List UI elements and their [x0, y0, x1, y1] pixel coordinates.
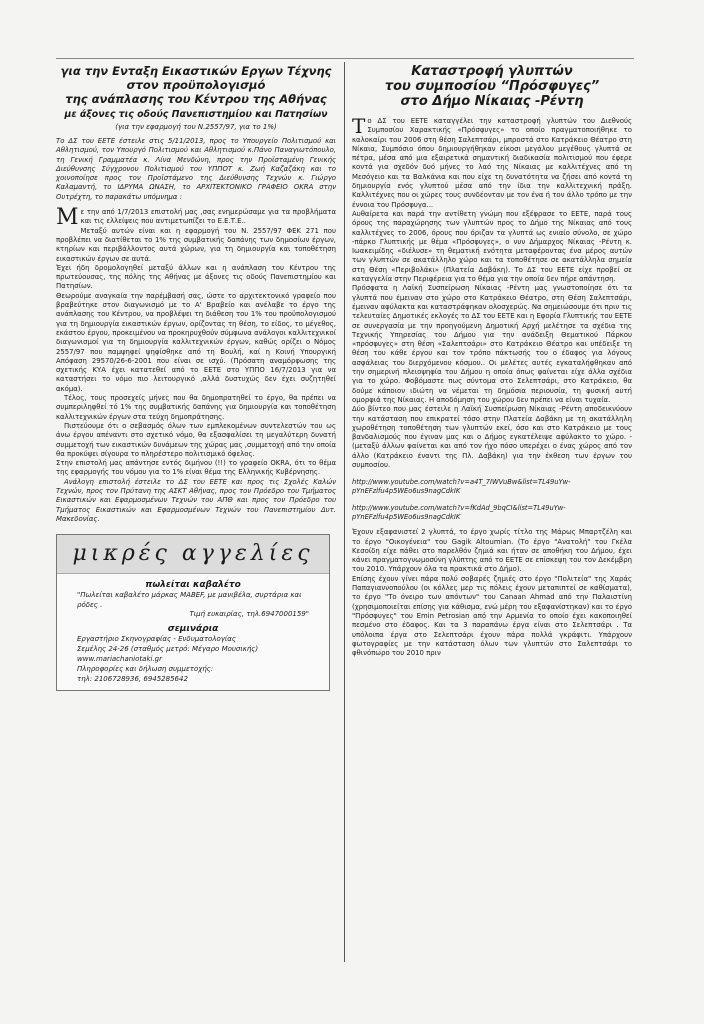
right-paragraph-5: Έχουν εξαφανιστεί 2 γλυπτά, το έργο χωρίς τίτλο της Μάρως Μπαρτζέλη και το έργο "Οικογένεια" του Gagik Altoumian. (Το έργο "Ανατολή" του Γκέλα Κεσοίδη είχε πάθει στο παρελθόν ζημιά και ήταν σε αποθήκη του Δήμου, έχει κάνει πραγματογνωμοσύνη γλύπτης από το ΕΕΤΕ σε επίσκεψη του τον Δεκέμβρη του 2010. Υπάρχουν όλα τα πρακτικά στο Δήμο).: [352, 528, 632, 574]
ad-1-body: "Πωλείται καβαλέτο μάρκας MABEF, με μανιβέλα, συρτάρια και ρόδες .: [77, 591, 302, 610]
left-note: (για την εφαρμογή του Ν.2557/97, για το 1%): [115, 123, 277, 131]
top-rule: [56, 58, 634, 59]
ad-2-phone: τηλ: 2106728936, 6945285642: [77, 675, 188, 684]
left-headline-line-3: της ανάπλασης του Κέντρου της Αθήνας: [65, 92, 327, 106]
right-paragraph-4: Δύο βίντεο που μας έστειλε η Λαϊκή Συσπείρωση Νίκαιας -Ρέντη αποδεικνύουν την κατάσταση που επικρατεί τόσο στην Πλατεία Δαβάκη με τη ακατάλληλη χωροθέτηση τοποθέτηση των γλυπτών εκεί, όσο και στο Κατράκειο με τους βανδαλισμούς που έγιναν μας και ο Δήμος εγκατέλειψε αφύλακτο το χώρο. -(μεταξύ άλλων φαίνεται και από τον ήχο πόσο υπερέχει ο ένας χώρος από τον άλλο (Κατράκειο έναντι της Πλ. Δαβάκη) για την έκθεση των έργων του συμποσίου.: [352, 405, 632, 469]
classifieds-box: [56, 534, 330, 691]
left-column: [56, 64, 336, 691]
left-paragraph-4: Θεωρούμε αναγκαία την παρέμβασή σας, ώστε το αρχιτεκτονικό γραφείο που βραβεύτηκε στον διαγωνισμό με το Α' Βραβείο και ανέλαβε το έργο της ανάπλασης του Κέντρου, να προβλέψει τη διάθεση του 1% του προϋπολογισμού για τη δημιουργία εικαστικών έργων, ορίζοντας τη θέση, το είδος, το μέγεθος, εκάστου έργου, προκειμένου να προκηρυχθούν σύμφωνα ανάλογοι καλλιτεχνικοί διαγωνισμοί για τη δημιουργία καλλιτεχνικών έργων, καθώς ορίζει ο Νόμος 2557/97 που παμψηφεί ψηφίσθηκε από τη Βουλή, καί η Κοινή Υπουργική Απόφαση 29570/26-6-2001 που είναι σε ισχύ. (Πρόσατη αναμόρφωσης της σχετικής ΚΥΑ έχει κατατεθεί από το ΕΕΤΕ στο ΥΠΠΟ 16/7/2013 για να καταστήσει το νόμο πιο λειτουργικό ,αλλά δυστυχώς δεν έχει συζητηθεί ακόμα).: [56, 291, 336, 393]
ad-2-website-link[interactable]: www.mariachaniotaki.gr: [77, 655, 162, 664]
right-paragraph-3: Πρόσφατα η Λαϊκή Συσπείρωση Νίκαιας -Ρέντη μας γνωστοποίησε ότι τα γλυπτά που έμειναν στο χώρο στο Κατράκειο Θέατρο, στη Θέση Σαλεπτσάρι, έμειναν αφύλακτα και καταστράφηκαν ολοσχερώς. Να σημειώσουμε ότι πριν τις τελευταίες Δημοτικές εκλογές το ΔΣ του ΕΕΤΕ και η Εφορία Γλυπτικής του ΕΕΤΕ σε συνεργασία με την προηγούμενη Δημοτική Αρχή μελέτησε τα σχέδια της Τεχνικής Υπηρεσίας του Δήμου για την ανάδειξη Θεματικού Πάρκου «πρόσφυγες» στη θέση «Σαλεπτσάρι» στο Κατράκειο Θέατρο και υπέδειξε τη θέση του κάθε έργου και τον τρόπο πάκτωσής του ο έδαφος για λόγους ασφάλειας του διερχόμενου κόσμου.. Οι μελέτες αυτές εγκαταλήφθηκαν από την σημερινή πλειοψηφία του Δήμου η οποία όπως φαίνεται είχε άλλα σχέδια για το χώρο. Φοβόμαστε πως σύντομα στο Σελεπτσάρι, στο Κατράκειο, θα δούμε κάποιον ιδιώτη να νέμεται τη δημόσια περιουσία, τη φυσική αυτή ομορφιά της Νίκαιας. Η αποδόμηση του χώρου δεν πρέπει να είναι τυχαία.: [352, 284, 632, 404]
right-column: [352, 64, 632, 658]
right-paragraph-2: Αυθαίρετα και παρά την αντίθετη γνώμη που εξέφρασε το ΕΕΤΕ, παρά τους όρους της παραχώρησης των γλυπτών προς το Δήμο της Νίκαιας από τους καλλιτέχνες το 2006, όρους που όριζαν τα γλυπτά ως ενιαίο σύνολο, σε χώρο -πάρκο Γλυπτικής με θέμα «Πρόσφυγες», ο νυν Δήμαρχος Νίκαιας -Ρέντη κ. Ιωακειμίδης «διέλυσε» τη θεματική ενότητα μεταφέροντας ένα μέρος αυτών των γλυπτών σε ακατάλληλο χώρο και τα τοποθέτησε σε ακατάλληλα σημεία στη Θέση «Περιβολάκι» (Πλατεία Δαβάκη). Το ΔΣ του ΕΕΤΕ είχε προβεί σε καταγγελία στην Περιφέρεια για το θέμα για την οποία δεν πήρε απάντηση.: [352, 209, 632, 284]
classifieds-title: μικρές αγγελίες: [57, 535, 329, 574]
right-paragraph-6: Επίσης έχουν γίνει πάρα πολύ σοβαρές ζημιές στο έργο "Πολιτεία" της Χαράς Παπαγιαννοπούλου (οι κόλλες μερ τις πόλεις έχουν μεταπιπτεί σε καθίσματα), το έργο "Το όνειρο των απόντων" του Canaan Ahmad από την Παλαιστίνη (χρησιμοποιείται επίσης για κάθισμα, ενώ μέρη του εξαφανίστηκαν) και το έργο "Πρόσφυγες" του Emin Petrosian από την Αρμενία το οποίο έχει κακοποιηθεί πεσμένο στο έδαφος. Και τα 3 παραπάνω έργα είναι στο Σελεπτσάρι . Τα υπόλοιπα έργα στο Σελεπτσάρι έχουν πάρα πολλά γκράφιτι. Υπάρχουν φωτογραφίες με την κατάσταση όλων των γλυπτών στο Σαλεπτσάρι το φθινόπωρο του 2010 πριν: [352, 574, 632, 658]
left-headline-line-2: στον προϋπολογισμό: [126, 78, 266, 92]
right-paragraph-1: [352, 114, 632, 210]
left-paragraph-2: Μεταξύ αυτών είναι και η εφαρμογή του Ν. 2557/97 ΦΕΚ 271 που προβλέπει να διατίθεται το 1% της συμβατικής δαπάνης των δημοσίων έργων, κτηρίων και περιβάλλοντος αυτά χώρων, για τη δημιουργία και τοποθέτηση εικαστικών έργων σε αυτά.: [56, 226, 336, 263]
right-dropcap: Τ: [352, 114, 366, 138]
right-headline-line-2: του συμποσίου “Πρόσφυγες”: [384, 79, 600, 94]
left-headline-line-1: για την Ενταξη Εικαστικών Εργων Τέχνης: [60, 64, 332, 78]
right-headline: [352, 64, 632, 109]
ad-1-heading: πωλείται καβαλέτο: [145, 580, 241, 591]
ad-2-line-4: Πληροφορίες και δήλωση συμμετοχής:: [77, 665, 214, 674]
left-paragraph-8: Ανάλογη επιστολή έστειλε το ΔΣ του ΕΕΤΕ και προς τις Σχολές Καλών Τεχνών, προς τον Πρύτανη της ΑΣΚΤ Αθήνας, προς τον Πρόεδρο του Τμήματος Εικαστικών και Εφαρμοσμένων Τεχνών του ΑΠΘ και προς τον Πρόεδρο του Τμήματος Εικαστικών και Εφαρμοσμένων Τεχνών του Πανεπιστημίου Δυτ. Μακεδονίας.: [56, 477, 336, 523]
left-subhead: με άξονες τις οδούς Πανεπιστημίου και Πατησίων: [64, 109, 328, 120]
video-link-1[interactable]: http://www.youtube.com/watch?v=a4T_7IWVuBw&list=TL49uYw-pYnEFzlfu4p5WEo6us9nagCdkIK: [352, 478, 571, 496]
ad-1-price: Τιμή ευκαιρίας, τηλ.6947000159": [189, 610, 309, 619]
left-paragraph-7: Στην επιστολή μας απάντησε εντός διμήνου (!!) το γραφείο OKRA, ότι το θέμα της εφαρμογής του νόμου για το 1% είναι θέμα της Ελληνικής Κυβέρνησης.: [56, 459, 336, 477]
right-headline-line-1: Καταστροφή γλυπτών: [411, 64, 573, 79]
left-addressee: Το ΔΣ του ΕΕΤΕ έστειλε στις 5/11/2013, προς το Υπουργείο Πολιτισμού και Αθλητισμού, τον Υπουργό Πολιτισμού και Αθλητισμού κ.Πάνο Παναγιωτόπουλο, τη Γενική Γραμματέα κ. Λίνα Μενδώνη, προς την Προϊσταμένη Γενικής Διεύθυνσης Σύγχρονου Πολιτισμού του ΥΠΠΟΤ κ. Ζωή Καζαζάκη και το χοινοποίησε προς τον Προϊστάμενο της Διεύθυνσης Τεχνών κ. Γιώργο Καλαμαντή, το ΙΔΡΥΜΑ ΩΝΑΣΗ, το ΑΡΧΙΤΕΚΤΟΝΙΚΟ ΓΡΑΦΕΙΟ OKRA στην Ουτρέχτη, το παρακάτω υπόμνημα :: [56, 137, 336, 201]
left-headline: [56, 64, 336, 122]
right-p1-text: ο ΔΣ του ΕΕΤΕ καταγγέλει την καταστροφή γλυπτών του Διεθνούς Συμποσίου Χαρακτικής «Πρόσφυγες» το οποίο πραγματοποιήθηκε το καλοκαίρι του 2006 στη θέση Σαλεπτσάρι, μπροστά στο Κατράκειο Θέατρο στη Νίκαια, Συμπόσιο όπου δημιουργήθηκαν είκοσι μεγάλου μεγέθους γλυπτά σε πέτρα, μέσα από μια εξαιρετικά σημαντική διαδικασία πολιτισμού που έφερε κοντά για σχεδόν δυό μήνες το λαό της Νίκαιας με καλλιτέχνες από τη Μεσόγειο και τα Βαλκάνια και που είχε τη δυνατότητα να ζήσει από κοντά τη δημιουργία ενός γλυπτού μέσα από την ίδια την καλλιτεχνική πράξη. Καλλιτέχνες που οι χώρες τους συνδέονταν με τον ένα ή τον άλλο τρόπο με την έννοια του Πρόσφυγα...: [352, 117, 632, 209]
left-paragraph-3: Έχει ήδη δρομολογηθεί μεταξύ άλλων και η ανάπλαση του Κέντρου της πρωτεύουσας, της πόλης της Αθήνας με άξονες τις οδούς Πανεπιστημίου και Πατησίων.: [56, 263, 336, 291]
left-paragraph-6: Πιστεύουμε ότι ο σεβασμός όλων των εμπλεκομένων συντελεστών του ως άνω έργου απέναντι στο σχετικό νόμο, θα εξασφαλίσει τη μεγαλύτερη δυνατή συμμετοχή των εικαστικών δυνάμεων της χώρας μας ,συμμετοχή από την οποία θα προκύψει σίγουρα το πληρέστερο πολιτισμικό όφελος.: [56, 421, 336, 458]
ad-2-heading: σεμινάρια: [167, 624, 219, 635]
left-paragraph-1: [56, 205, 336, 231]
right-headline-line-3: στο Δήμο Νίκαιας -Ρέντη: [400, 94, 584, 109]
left-p1-text: ε την από 1/7/2013 επιστολή μας ,σας ενημερώσαμε για τα προβλήματα και τις ελλείψεις που αντιμετωπίζει το Ε.Ε.Τ.Ε..: [80, 208, 336, 226]
left-dropcap: Μ: [56, 205, 79, 231]
video-link-2[interactable]: http://www.youtube.com/watch?v=fKdAd_9bqCI&list=TL49uYw-pYnEFzlfu4p5WEo6us9nagCdkIK: [352, 504, 566, 522]
ad-2-line-1: Εργαστήριο Σκηνογραφίας - Ενδυματολογίας: [77, 635, 236, 644]
ad-2-line-2: Σεμέλης 24-26 (σταθμός μετρό: Μέγαρο Μουσικής): [77, 645, 259, 654]
left-paragraph-5: Τέλος, τους προσεχείς μήνες που θα δημοπρατηθεί το έργο, θα πρέπει να συμπεριληφθεί τό 1% της συμβατικής δαπάνης για δημιουργία και τοποθέτηση καλλιτεχνικών έργων στα τεύχη δημοπράτησης.: [56, 394, 336, 421]
column-divider: [344, 62, 345, 962]
